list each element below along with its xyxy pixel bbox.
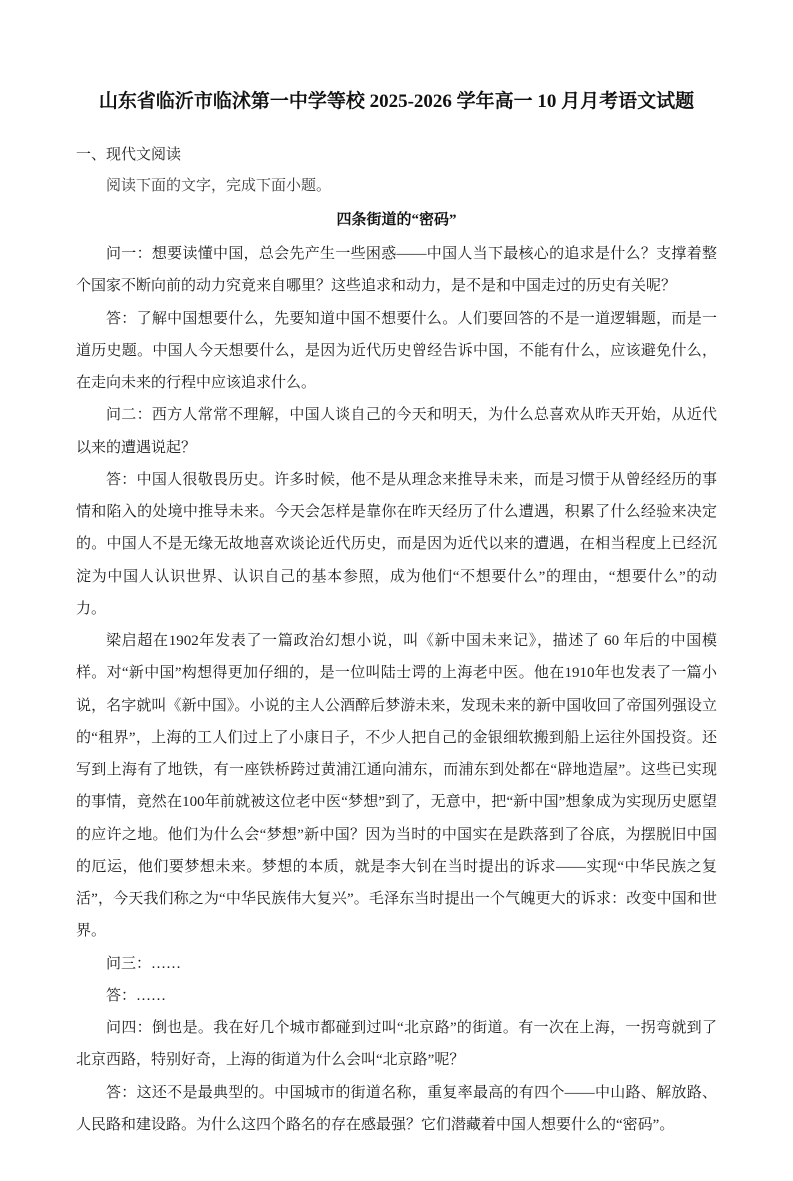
paragraph-answer-3: 答：…… (106, 987, 167, 1004)
paragraph-question-1: 问一：想要读懂中国，总会先产生一些困惑——中国人当下最核心的追求是什么？支撑着整个国家不断向前的动力究竟来自哪里？这些追求和动力，是不是和中国走过的历史有关呢？ (76, 246, 717, 295)
paragraph-question-4: 问四：倒也是。我在好几个城市都碰到过叫“北京路”的街道。有一次在上海，一拐弯就到了北京西路，特别好奇，上海的街道为什么会叫“北京路”呢？ (76, 1020, 717, 1069)
paragraph-answer-2: 答：中国人很敬畏历史。许多时候，他不是从理念来推导未来，而是习惯于从曾经经历的事情和陷入的处境中推导未来。今天会怎样是靠你在昨天经历了什么遭遇，积累了什么经验来决定的。中国人不是无缘无故地喜欢谈论近代历史，而是因为近代以来的遭遇，在相当程度上已经沉淀为中国人认识世界、认识自己的基本参照，成为他们“不想要什么”的理由，“想要什么”的动力。 (76, 471, 717, 617)
paragraph-answer-4: 答：这还不是最典型的。中国城市的街道名称，重复率最高的有四个——中山路、解放路、人民路和建设路。为什么这四个路名的存在感最强？它们潜藏着中国人想要什么的“密码”。 (76, 1084, 717, 1133)
passage-title: 四条街道的“密码” (336, 211, 457, 228)
reading-instruction: 阅读下面的文字，完成下面小题。 (106, 178, 332, 195)
paragraph-answer-1: 答：了解中国想要什么，先要知道中国不想要什么。人们要回答的不是一道逻辑题，而是一道历史题。中国人今天想要什么，是因为近代历史曾经告诉中国，不能有什么，应该避免什么，在走向未来的行程中应该追求什么。 (76, 310, 717, 392)
paragraph-liang-qichao: 梁启超在1902年发表了一篇政治幻想小说，叫《新中国未来记》，描述了 60 年后的中国模样。对“新中国”构想得更加仔细的，是一位叫陆士谔的上海老中医。他在1910年也发表了一篇小说，名字就叫《新中国》。小说的主人公酒醉后梦游未来，发现未来的新中国收回了帝国列强设立的“租界”，上海的工人们过上了小康日子，不少人把自己的金银细软搬到船上运往外国投资。还写到上海有了地铁，有一座铁桥跨过黄浦江通向浦东，而浦东到处都在“辟地造屋”。这些已实现的事情，竟然在100年前就被这位老中医“梦想”到了，无意中，把“新中国”想象成为实现历史愿望的应许之地。他们为什么会“梦想”新中国？因为当时的中国实在是跌落到了谷底，为摆脱旧中国的厄运，他们要梦想未来。梦想的本质，就是李大钊在当时提出的诉求——实现“中华民族之复活”，今天我们称之为“中华民族伟大复兴”。毛泽东当时提出一个气魄更大的诉求：改变中国和世界。 (76, 633, 717, 940)
paragraph-question-2: 问二：西方人常常不理解，中国人谈自己的今天和明天，为什么总喜欢从昨天开始，从近代以来的遭遇说起？ (76, 407, 717, 456)
paragraph-question-3: 问三：…… (106, 955, 182, 972)
section-heading: 一、现代文阅读 (76, 146, 182, 163)
document-title: 山东省临沂市临沭第一中学等校 2025-2026 学年高一 10 月月考语文试题 (98, 91, 695, 112)
